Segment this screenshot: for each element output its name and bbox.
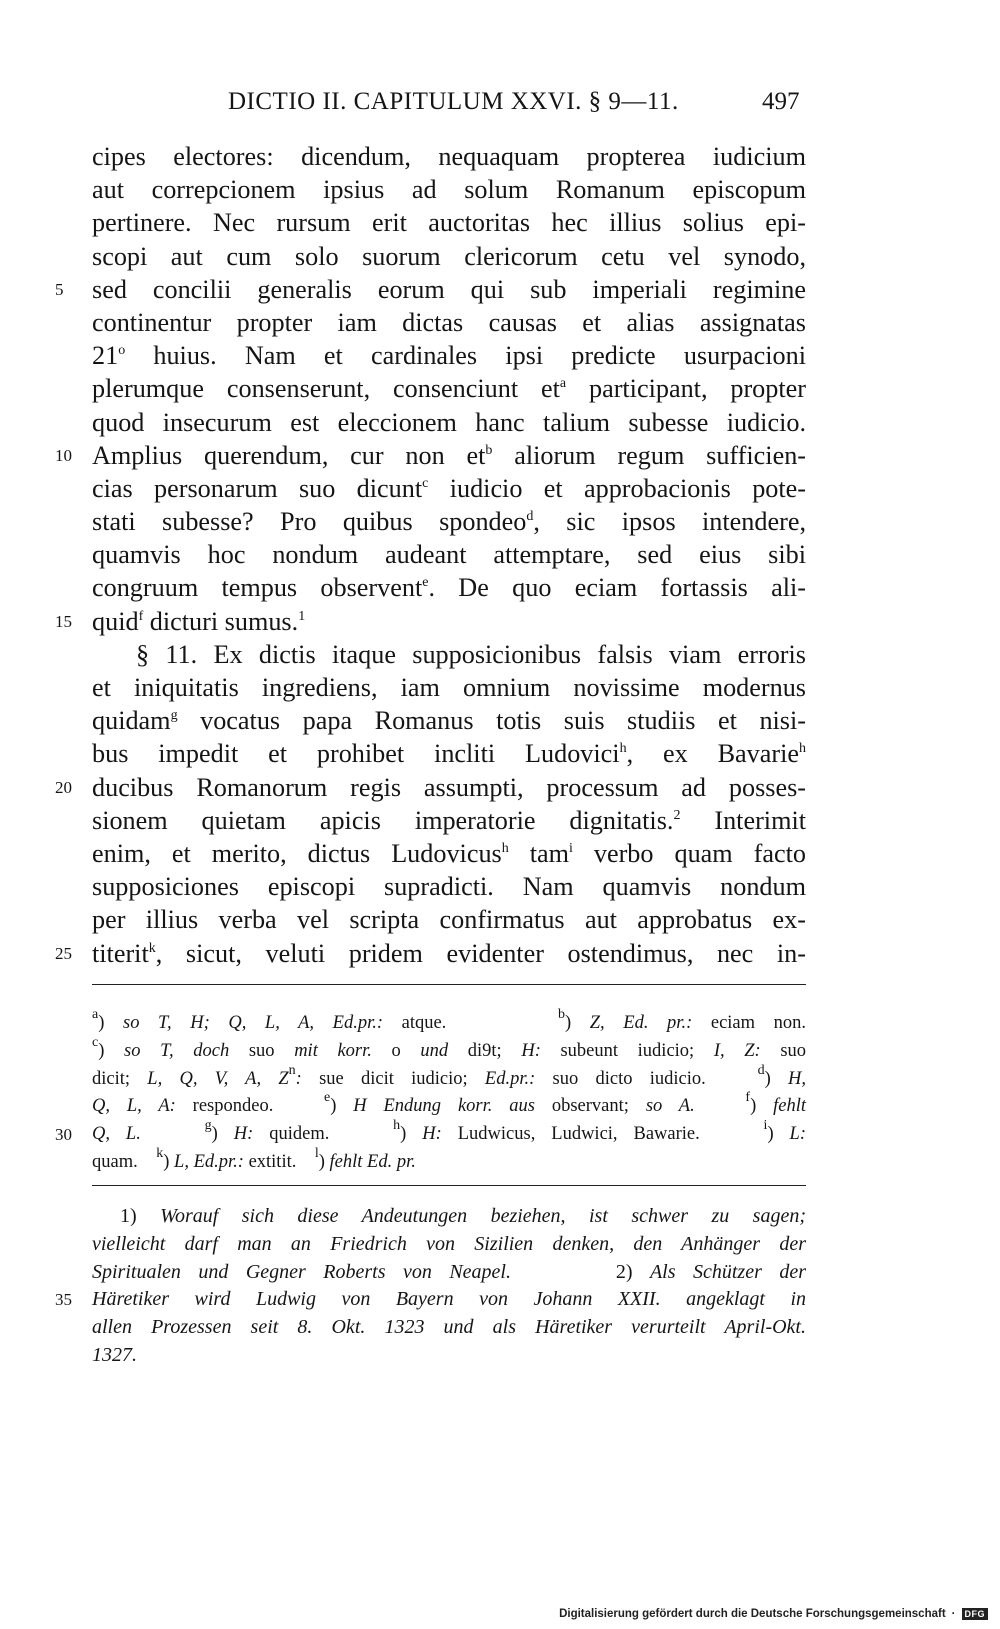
main-text-line — [55, 605, 806, 638]
page-number: 497 — [762, 88, 800, 115]
text-segment: quidam — [92, 706, 171, 736]
footnote-marker: k — [156, 1145, 164, 1161]
footnote-marker: k — [148, 940, 156, 956]
footnote-marker: h — [619, 741, 627, 757]
text-segment: ) — [400, 1124, 423, 1145]
dfg-logo: DFG — [962, 1608, 989, 1620]
main-text-line — [92, 140, 806, 173]
footnote-marker: d — [757, 1062, 765, 1078]
siglum-text: H: — [233, 1124, 254, 1145]
text-segment: quam. — [92, 1151, 157, 1172]
text-segment: vielleicht darf man an Friedrich von Sizilien denken, den Anhänger der — [92, 1232, 806, 1255]
siglum-text: Z, Ed. pr.: — [589, 1013, 693, 1033]
text-segment: ) — [564, 1013, 590, 1033]
historical-notes — [55, 1203, 806, 1370]
note-line — [92, 1259, 806, 1287]
text-segment: vocatus papa Romanus totis suis studiis et nisi- — [177, 706, 806, 736]
siglum-text: so T, doch — [124, 1040, 230, 1061]
text-segment: § 11. Ex dictis itaque supposicionibus falsis viam erroris — [136, 639, 806, 669]
text-segment: Häretiker wird Ludwig von Bayern von Johann XXII. angeklagt in — [92, 1288, 806, 1311]
main-text-line — [92, 704, 806, 737]
digitization-footer: Digitalisierung gefördert durch die Deutsche Forschungsgemeinschaft · DFG — [559, 1608, 988, 1620]
note-number: 2) — [615, 1260, 650, 1283]
text-segment: bus impedit et prohibet incliti Ludovici — [92, 739, 620, 769]
main-text-line — [92, 671, 806, 704]
main-text-line — [92, 571, 806, 604]
text-segment: continentur propter iam dictas causas et alias assignatas — [92, 307, 806, 337]
footnote-marker: 1 — [298, 608, 306, 624]
text-segment: aut correpcionem ipsius ad solum Romanum episcopum — [92, 175, 806, 205]
text-segment: 1327. — [92, 1343, 137, 1366]
text-segment: per illius verba vel scripta confirmatus aut approbatus ex- — [92, 905, 806, 935]
main-text-line — [92, 737, 806, 770]
text-segment: iudicio et approbacionis pote- — [428, 473, 807, 503]
siglum-text: mit korr. — [294, 1040, 372, 1061]
footnote-marker: f — [138, 608, 144, 624]
text-segment: ) — [750, 1096, 774, 1117]
notes-divider — [92, 1185, 806, 1186]
footnote-marker: c — [92, 1034, 99, 1050]
note-line — [92, 1314, 806, 1342]
text-segment: ) — [98, 1040, 125, 1061]
text-segment: ) — [767, 1124, 790, 1145]
text-segment: ) — [211, 1124, 234, 1145]
line-number: 25 — [55, 943, 72, 963]
footnote-marker: e — [324, 1090, 331, 1106]
text-segment: verbo quam facto — [572, 838, 806, 868]
siglum-text: H: — [521, 1040, 541, 1061]
text-segment: Interimit — [680, 805, 806, 835]
text-segment: Als Schützer der — [649, 1260, 806, 1283]
text-segment: allen Prozessen seit 8. Okt. 1323 und als Häretiker verurteilt April-Okt. — [92, 1316, 806, 1339]
text-segment: Ludwicus, Ludwici, Bawarie. — [441, 1124, 764, 1145]
text-segment: suo — [229, 1040, 295, 1061]
text-segment: subeunt iudicio; — [540, 1040, 714, 1061]
siglum-text: fehlt Ed. pr. — [329, 1151, 416, 1172]
footnote-marker: d — [526, 509, 534, 525]
footnote-marker: e — [422, 575, 429, 591]
text-segment: ) — [330, 1096, 354, 1117]
line-number: 15 — [55, 611, 72, 631]
text-segment: huius. Nam et cardinales ipsi predicte usurpacioni — [125, 341, 806, 371]
siglum-text: H Endung korr. aus — [353, 1096, 535, 1117]
main-text-line — [92, 538, 806, 571]
footnote-marker: f — [745, 1090, 751, 1106]
text-segment — [141, 1124, 205, 1144]
text-segment: cipes electores: dicendum, nequaquam propterea iudicium — [92, 142, 806, 171]
text-segment: tam — [508, 838, 569, 868]
text-segment: . De quo eciam fortassis ali- — [428, 573, 806, 603]
apparatus-line — [92, 1062, 806, 1094]
text-segment: plerumque consenserunt, consenciunt et — [92, 374, 560, 404]
text-segment: , sic ipsos intendere, — [533, 507, 806, 537]
main-text-line — [92, 339, 806, 372]
main-text-line — [92, 837, 806, 870]
main-text-line — [92, 472, 806, 505]
siglum-text: H: — [422, 1124, 442, 1145]
siglum-text: so T, H; Q, L, A, Ed.pr.: — [123, 1013, 384, 1033]
siglum-text: fehlt — [773, 1096, 807, 1117]
text-segment: quidem. — [253, 1124, 394, 1145]
main-text-line — [92, 870, 806, 903]
text-segment: aliorum regum sufficien- — [492, 440, 807, 470]
text-segment: participant, propter — [566, 374, 806, 404]
footnote-marker: a — [92, 1007, 99, 1022]
text-segment: dicturi sumus. — [143, 606, 299, 636]
text-segment: sed concilii generalis eorum qui sub imperiali regimine — [92, 274, 806, 304]
running-head: DICTIO II. CAPITULUM XXVI. § 9—11. — [228, 88, 679, 115]
text-segment: o — [371, 1040, 421, 1061]
footnote-marker: b — [557, 1007, 565, 1022]
text-segment: , ex Bavarie — [626, 739, 799, 769]
main-text-line — [92, 240, 806, 273]
text-segment: Amplius querendum, cur non et — [92, 440, 486, 470]
text-segment: scopi aut cum solo suorum clericorum cetu vel synodo, — [92, 241, 806, 271]
text-segment: Worauf sich diese Andeutungen beziehen, ist schwer zu sagen; — [160, 1205, 806, 1227]
footnote-marker: 2 — [673, 807, 681, 823]
footnote-marker: a — [559, 376, 567, 392]
text-segment: supposiciones episcopi supradicti. Nam quamvis nondum — [92, 872, 806, 902]
siglum-text: : — [295, 1068, 302, 1089]
main-text-line — [92, 173, 806, 206]
text-segment: stati subesse? Pro quibus spondeo — [92, 507, 527, 537]
main-text — [55, 140, 807, 970]
text-segment: cias personarum suo dicunt — [92, 473, 423, 503]
siglum-text: so A. — [645, 1096, 695, 1117]
text-segment: Spiritualen und Gegner Roberts von Neapel. — [92, 1260, 616, 1283]
siglum-text: Ed.pr.: — [484, 1068, 536, 1089]
main-text-line — [55, 937, 806, 970]
apparatus-divider — [92, 984, 806, 985]
text-segment: sionem quietam apicis imperatorie dignitatis. — [92, 805, 674, 835]
apparatus-line — [92, 1145, 806, 1177]
siglum-text: L: — [789, 1124, 806, 1145]
siglum-text: Q, L, A: — [92, 1096, 176, 1117]
text-segment: atque. — [383, 1013, 558, 1033]
apparatus-line — [92, 1090, 807, 1121]
text-segment: titerit — [92, 938, 149, 968]
main-text-line — [92, 638, 806, 671]
line-number: 30 — [55, 1125, 72, 1145]
text-segment: ducibus Romanorum regis assumpti, processum ad posses- — [92, 772, 806, 802]
text-segment: quid — [92, 606, 139, 636]
line-number: 20 — [55, 777, 72, 797]
footnote-marker: n — [288, 1062, 296, 1078]
line-number: 35 — [55, 1290, 72, 1310]
text-segment: congruum tempus observent — [92, 573, 423, 603]
siglum-text: L, Ed.pr.: — [174, 1151, 244, 1172]
footnote-marker: l — [314, 1145, 319, 1161]
apparatus-line — [92, 1007, 807, 1038]
note-line — [92, 1231, 806, 1259]
text-segment: suo — [760, 1040, 807, 1061]
footnote-marker: i — [763, 1118, 768, 1134]
footnote-marker: o — [118, 343, 126, 359]
note-line — [92, 1203, 806, 1231]
note-number: 1) — [120, 1205, 161, 1227]
text-segment: 21 — [92, 341, 119, 371]
text-segment: dicit; — [92, 1068, 148, 1089]
footnote-marker: c — [422, 475, 429, 491]
note-line — [55, 1286, 806, 1314]
footnote-marker: h — [799, 741, 806, 757]
footnote-marker: g — [170, 708, 178, 724]
text-segment: ) — [163, 1151, 175, 1172]
footnote-marker: i — [569, 840, 573, 856]
main-text-line — [92, 206, 806, 239]
text-segment: suo dicto iudicio. — [535, 1068, 758, 1089]
text-segment: observant; — [534, 1096, 646, 1117]
siglum-text: und — [420, 1040, 449, 1061]
apparatus-line — [55, 1118, 806, 1149]
main-text-line — [92, 804, 806, 837]
siglum-text: Q, L. — [92, 1124, 141, 1145]
critical-apparatus — [55, 1007, 807, 1177]
text-segment — [695, 1096, 746, 1116]
footnote-marker: h — [393, 1118, 401, 1134]
text-segment: quod insecurum est eleccionem hanc talium subesse iudicio. — [92, 407, 806, 437]
line-number: 5 — [55, 279, 64, 299]
text-segment: respondeo. — [175, 1096, 324, 1117]
main-text-line — [92, 505, 806, 538]
text-segment: quamvis hoc nondum audeant attemptare, sed eius sibi — [92, 540, 806, 570]
main-text-line — [92, 372, 806, 405]
siglum-text: L, Q, V, A, Z — [147, 1068, 289, 1089]
digitization-credit: Digitalisierung gefördert durch die Deutsche Forschungsgemeinschaft — [559, 1608, 946, 1620]
line-number: 10 — [55, 445, 72, 465]
text-segment: ) — [98, 1013, 123, 1033]
main-text-line — [55, 439, 807, 472]
note-line — [92, 1342, 806, 1370]
main-text-line — [55, 771, 806, 804]
siglum-text: H, — [787, 1068, 806, 1089]
text-segment: eciam non. — [692, 1013, 807, 1033]
text-segment: et iniquitatis ingrediens, iam omnium novissime modernus — [92, 673, 806, 702]
text-segment: sue dicit iudicio; — [301, 1068, 485, 1089]
main-text-line — [92, 903, 806, 936]
siglum-text: I, Z: — [713, 1040, 761, 1061]
text-segment: ) — [318, 1151, 330, 1172]
main-text-line — [92, 306, 806, 339]
text-segment: , sicut, veluti pridem evidenter ostendimus, nec in- — [155, 938, 806, 968]
main-text-line — [92, 406, 806, 439]
footnote-marker: h — [501, 840, 509, 856]
footnote-marker: g — [204, 1118, 212, 1134]
text-segment: extitit. — [243, 1151, 315, 1172]
text-segment: ) — [764, 1068, 788, 1089]
text-segment: di9t; — [448, 1040, 522, 1061]
footnote-marker: b — [485, 442, 493, 458]
text-segment: pertinere. Nec rursum erit auctoritas hec illius solius epi- — [92, 208, 806, 238]
apparatus-line — [92, 1034, 807, 1066]
main-text-line — [55, 273, 806, 306]
text-segment: enim, et merito, dictus Ludovicus — [92, 838, 502, 868]
